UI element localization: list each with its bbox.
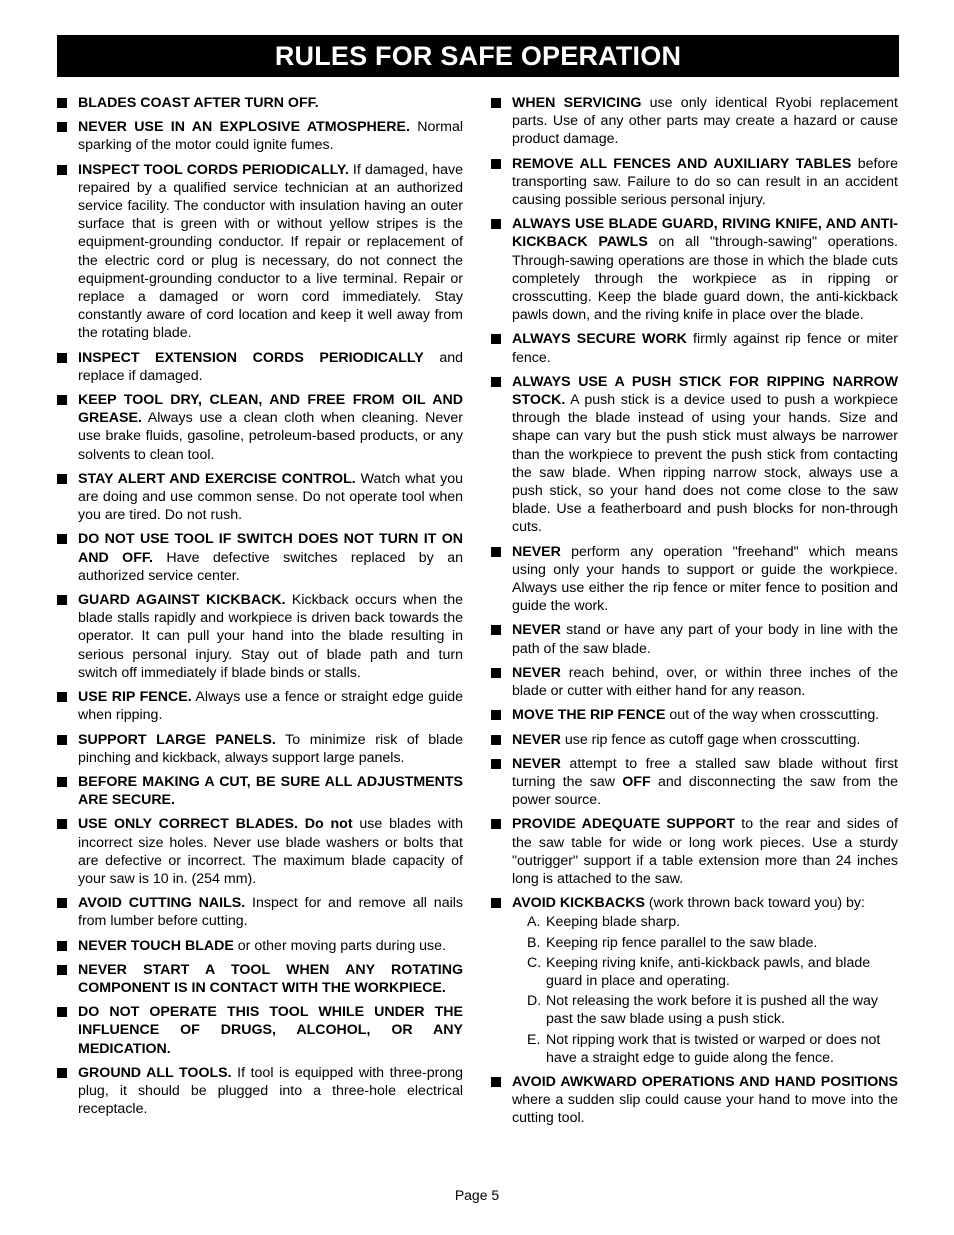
bullet-square-icon — [57, 595, 67, 605]
rule-item: SUPPORT LARGE PANELS. To minimize risk of blade pinching and kickback, always support large panels. — [57, 731, 463, 767]
bullet-square-icon — [57, 898, 67, 908]
page-number: Page 5 — [454, 1187, 500, 1203]
rule-item: BLADES COAST AFTER TURN OFF. — [57, 94, 463, 112]
bullet-square-icon — [491, 159, 501, 169]
bullet-square-icon — [491, 219, 501, 229]
rule-item: INSPECT TOOL CORDS PERIODICALLY. If damaged, have repaired by a qualified service technician at an authorized service facility. The conductor with insulation having an outer surface that is green with or without yellow stripes is the equipment-grounding conductor. If repair or replacement of the electric cord or plug is necessary, do not connect the equipment-grounding conductor to a live terminal. Repair or replace a damaged or worn cord immediately. Stay constantly aware of cord location and keep it well away from the rotating blade. — [57, 161, 463, 343]
sublist-item: C. Keeping riving knife, anti-kickback pawls, and blade guard in place and operating. — [527, 954, 871, 989]
rule-item: NEVER START A TOOL WHEN ANY ROTATING COMPONENT IS IN CONTACT WITH THE WORKPIECE. — [57, 961, 463, 997]
rule-item: ALWAYS USE A PUSH STICK FOR RIPPING NARROW STOCK. A push stick is a device used to push a workpiece through the blade instead of using your hands. Size and shape can vary but the push stick must always be narrower than the workpiece to prevent the push stick from contacting the saw blade. When ripping narrow stock, always use a push stick, so your hand does not come close to the saw blade. Use a featherboard and push blocks for non-through cuts. — [491, 373, 898, 537]
bullet-square-icon — [491, 759, 501, 769]
bullet-square-icon — [57, 353, 67, 363]
rule-item: AVOID AWKWARD OPERATIONS AND HAND POSITIONS where a sudden slip could cause your hand to move into the cutting tool. — [491, 1073, 898, 1128]
rule-item: NEVER reach behind, over, or within three inches of the blade or cutter with either hand for any reason. — [491, 664, 898, 700]
rule-item: ALWAYS SECURE WORK firmly against rip fence or miter fence. — [491, 330, 898, 366]
page-title: RULES FOR SAFE OPERATION — [57, 35, 899, 77]
rule-item: NEVER attempt to free a stalled saw blade without first turning the saw OFF and disconnecting the saw from the power source. — [491, 755, 898, 810]
bullet-square-icon — [57, 965, 67, 975]
rule-item: NEVER USE IN AN EXPLOSIVE ATMOSPHERE. Normal sparking of the motor could ignite fumes. — [57, 118, 463, 154]
rule-item: PROVIDE ADEQUATE SUPPORT to the rear and sides of the saw table for wide or long work pieces. Use a sturdy "outrigger" support if a table extension more than 24 inches long is attached to the saw. — [491, 815, 898, 888]
rule-item: USE RIP FENCE. Always use a fence or straight edge guide when ripping. — [57, 688, 463, 724]
rule-item: NEVER use rip fence as cutoff gage when crosscutting. — [491, 731, 898, 749]
rule-item: DO NOT OPERATE THIS TOOL WHILE UNDER THE INFLUENCE OF DRUGS, ALCOHOL, OR ANY MEDICATION. — [57, 1003, 463, 1058]
bullet-square-icon — [57, 395, 67, 405]
bullet-square-icon — [57, 98, 67, 108]
rule-item: NEVER TOUCH BLADE or other moving parts during use. — [57, 937, 463, 955]
bullet-square-icon — [57, 122, 67, 132]
rule-item: GROUND ALL TOOLS. If tool is equipped with three-prong plug, it should be plugged into a three-hole electrical receptacle. — [57, 1064, 463, 1119]
rule-item: AVOID CUTTING NAILS. Inspect for and remove all nails from lumber before cutting. — [57, 894, 463, 930]
bullet-square-icon — [491, 334, 501, 344]
bullet-square-icon — [57, 777, 67, 787]
bullet-square-icon — [57, 819, 67, 829]
bullet-square-icon — [491, 898, 501, 908]
bullet-square-icon — [491, 710, 501, 720]
right-column — [491, 94, 898, 1134]
bullet-square-icon — [57, 1007, 67, 1017]
bullet-square-icon — [57, 165, 67, 175]
bullet-square-icon — [491, 547, 501, 557]
left-column — [57, 94, 463, 1124]
rule-item: USE ONLY CORRECT BLADES. Do not use blades with incorrect size holes. Never use blade washers or bolts that are defective or incorrect. The maximum blade capacity of your saw is 10 in. (254 mm). — [57, 815, 463, 888]
bullet-square-icon — [491, 668, 501, 678]
sublist-item: A. Keeping blade sharp. — [527, 914, 681, 931]
rule-item: INSPECT EXTENSION CORDS PERIODICALLY and replace if damaged. — [57, 349, 463, 385]
rule-item: NEVER stand or have any part of your body in line with the path of the saw blade. — [491, 621, 898, 657]
bullet-square-icon — [491, 377, 501, 387]
bullet-square-icon — [57, 692, 67, 702]
rule-item: ALWAYS USE BLADE GUARD, RIVING KNIFE, AND ANTI-KICKBACK PAWLS on all "through-sawing" operations. Through-sawing operations are those in which the blade cuts completely through the workpiece as in ripping or crosscutting. Keep the blade guard down, the anti-kickback pawls down, and the riving knife in place over the blade. — [491, 215, 898, 324]
rule-item: REMOVE ALL FENCES AND AUXILIARY TABLES before transporting saw. Failure to do so can result in an accident causing possible serious personal injury. — [491, 155, 898, 210]
bullet-square-icon — [57, 474, 67, 484]
rule-item-kickbacks: AVOID KICKBACKS (work thrown back toward you) by: A. Keeping blade sharp. B. Keeping rip fence parallel to the saw blade. C. Keeping riving knife, anti-kickback pawls, and blade guard in place and operating. D. Not releasing the work before it is pushed all the way past the saw blade using a push stick. E. Not ripping work that is twisted or warped or does not have a straight edge to guide along the fence. — [491, 894, 898, 1067]
kickback-sublist — [512, 913, 898, 1067]
bullet-square-icon — [57, 1068, 67, 1078]
rule-item: DO NOT USE TOOL IF SWITCH DOES NOT TURN IT ON AND OFF. Have defective switches replaced by an authorized service center. — [57, 530, 463, 585]
bullet-square-icon — [491, 819, 501, 829]
rule-item: GUARD AGAINST KICKBACK. Kickback occurs when the blade stalls rapidly and workpiece is driven back towards the operator. It can pull your hand into the blade resulting in serious personal injury. Stay out of blade path and turn switch off immediately if blade binds or stalls. — [57, 591, 463, 682]
bullet-square-icon — [491, 1077, 501, 1087]
rule-item: NEVER perform any operation "freehand" which means using only your hands to support or guide the workpiece. Always use either the rip fence or miter fence to position and guide the work. — [491, 543, 898, 616]
bullet-square-icon — [491, 735, 501, 745]
rule-item: STAY ALERT AND EXERCISE CONTROL. Watch what you are doing and use common sense. Do not operate tool when you are tired. Do not rush. — [57, 470, 463, 525]
rule-item: BEFORE MAKING A CUT, BE SURE ALL ADJUSTMENTS ARE SECURE. — [57, 773, 463, 809]
sublist-item: E. Not ripping work that is twisted or warped or does not have a straight edge to guide along the fence. — [527, 1031, 881, 1066]
rule-item: KEEP TOOL DRY, CLEAN, AND FREE FROM OIL AND GREASE. Always use a clean cloth when cleaning. Never use brake fluids, gasoline, petroleum-based products, or any solvents to clean tool. — [57, 391, 463, 464]
sublist-item: D. Not releasing the work before it is pushed all the way past the saw blade using a push stick. — [527, 993, 879, 1028]
sublist-item: B. Keeping rip fence parallel to the saw blade. — [527, 934, 818, 951]
bullet-square-icon — [57, 735, 67, 745]
bullet-square-icon — [491, 98, 501, 108]
rule-item: MOVE THE RIP FENCE out of the way when crosscutting. — [491, 706, 898, 724]
bullet-square-icon — [57, 534, 67, 544]
bullet-square-icon — [57, 941, 67, 951]
rule-item: WHEN SERVICING use only identical Ryobi replacement parts. Use of any other parts may create a hazard or cause product damage. — [491, 94, 898, 149]
bullet-square-icon — [491, 625, 501, 635]
